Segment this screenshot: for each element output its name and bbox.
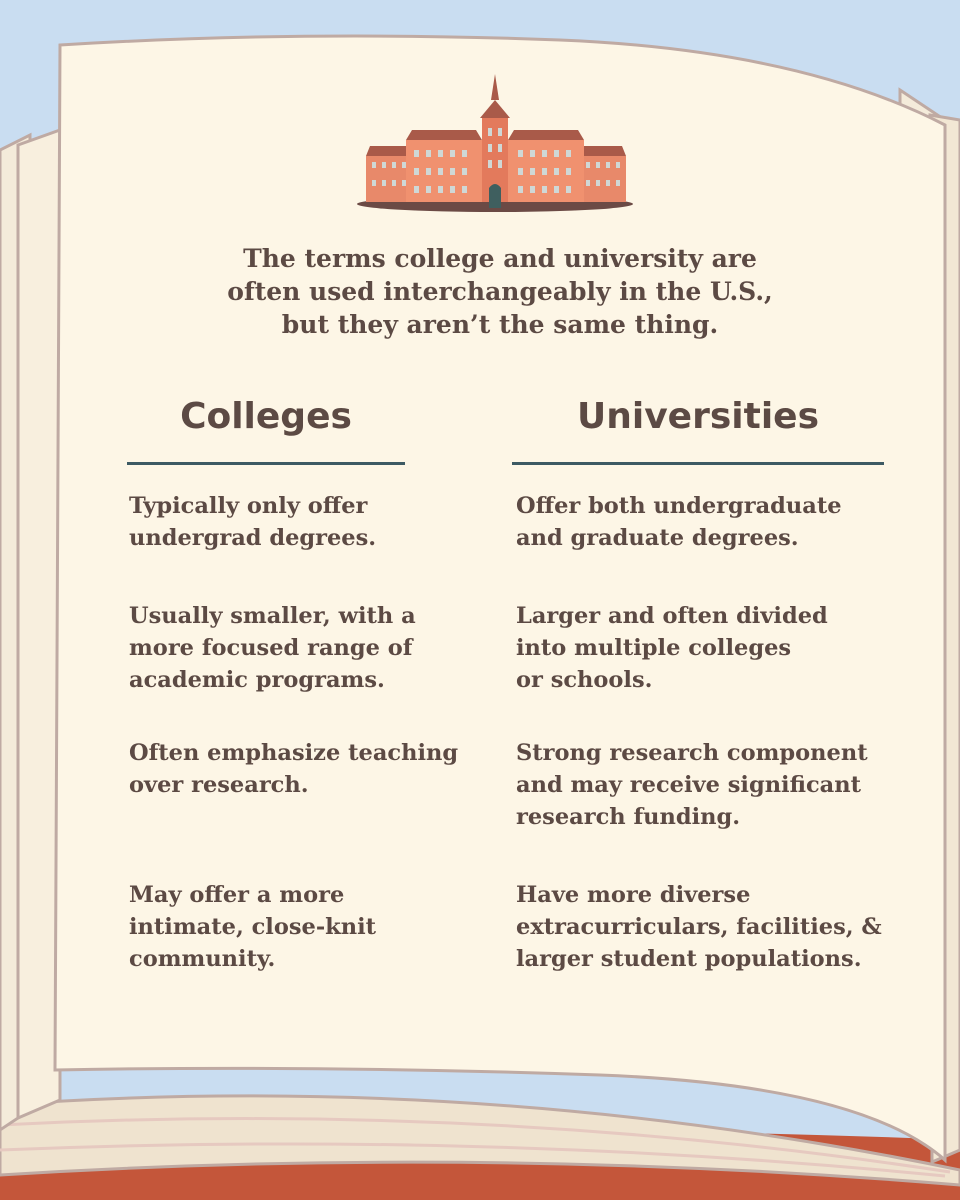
universities-point [516,600,896,696]
universities-heading: Universities [577,396,819,437]
intro-line: often used interchangeably in the U.S., [227,277,773,306]
point-line: or schools. [516,667,653,693]
colleges-point [129,737,459,801]
universities-divider [512,462,884,465]
point-line: research funding. [516,804,741,830]
point-line: academic programs. [129,667,385,693]
point-line: May offer a more [129,882,345,908]
intro-text [180,242,820,341]
colleges-heading: Colleges [180,396,352,437]
universities-point [516,737,896,833]
point-line: and may receive significant [516,772,861,798]
point-line: Often emphasize teaching [129,740,459,766]
point-line: Strong research component [516,740,868,766]
point-line: Usually smaller, with a [129,603,416,629]
colleges-point [129,600,459,696]
colleges-point [129,490,459,554]
intro-line: The terms college and university are [243,244,757,273]
colleges-point [129,879,459,975]
universities-point [516,879,896,975]
point-line: Typically only offer [129,493,368,519]
universities-point [516,490,896,554]
point-line: undergrad degrees. [129,525,377,551]
colleges-divider [127,462,405,465]
point-line: into multiple colleges [516,635,792,661]
point-line: Offer both undergraduate [516,493,842,519]
point-line: intimate, close-knit [129,914,377,940]
point-line: and graduate degrees. [516,525,799,551]
point-line: larger student populations. [516,946,862,972]
point-line: over research. [129,772,309,798]
intro-line: but they aren’t the same thing. [281,310,719,339]
point-line: community. [129,946,276,972]
point-line: extracurriculars, facilities, & [516,914,882,940]
point-line: Have more diverse [516,882,751,908]
point-line: more focused range of [129,635,413,661]
point-line: Larger and often divided [516,603,828,629]
